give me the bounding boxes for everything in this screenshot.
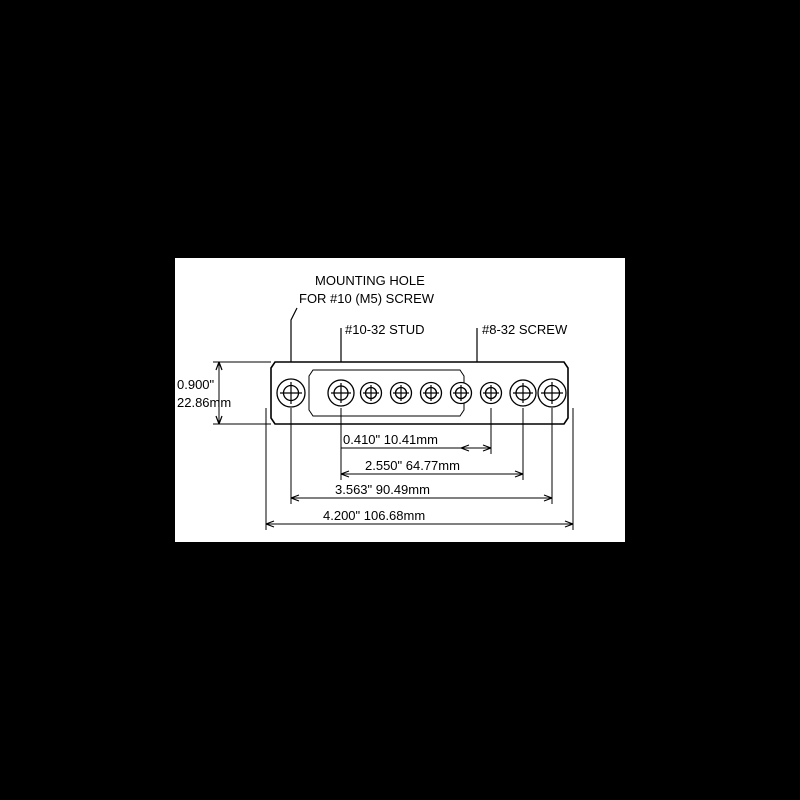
dimension-0410-label: 0.410" 10.41mm xyxy=(343,432,438,447)
dimension-height-mm: 22.86mm xyxy=(177,395,232,410)
callout-mounting-hole-line2: FOR #10 (M5) SCREW xyxy=(299,291,435,306)
terminal-screw-1 xyxy=(361,383,382,404)
dimension-2550-label: 2.550" 64.77mm xyxy=(365,458,460,473)
terminal-screw-2 xyxy=(391,383,412,404)
bus-bar-dimension-drawing xyxy=(175,258,625,542)
callout-mounting-hole-line1: MOUNTING HOLE xyxy=(315,273,425,288)
dimension-height-inches: 0.900" xyxy=(177,377,215,392)
terminal-screw-3 xyxy=(421,383,442,404)
terminal-mounting-hole-right xyxy=(538,379,566,407)
dimension-height xyxy=(177,362,271,424)
terminal-stud-2 xyxy=(510,380,536,406)
callout-stud-label: #10-32 STUD xyxy=(345,322,425,337)
terminal-mounting-hole-left xyxy=(277,379,305,407)
dimension-3563-label: 3.563" 90.49mm xyxy=(335,482,430,497)
drawing-canvas xyxy=(175,258,625,542)
terminal-screw-5 xyxy=(481,383,502,404)
callout-screw-label: #8-32 SCREW xyxy=(482,322,568,337)
terminal-stud-1 xyxy=(328,380,354,406)
dimension-4200-label: 4.200" 106.68mm xyxy=(323,508,426,523)
terminal-screw-4 xyxy=(451,383,472,404)
